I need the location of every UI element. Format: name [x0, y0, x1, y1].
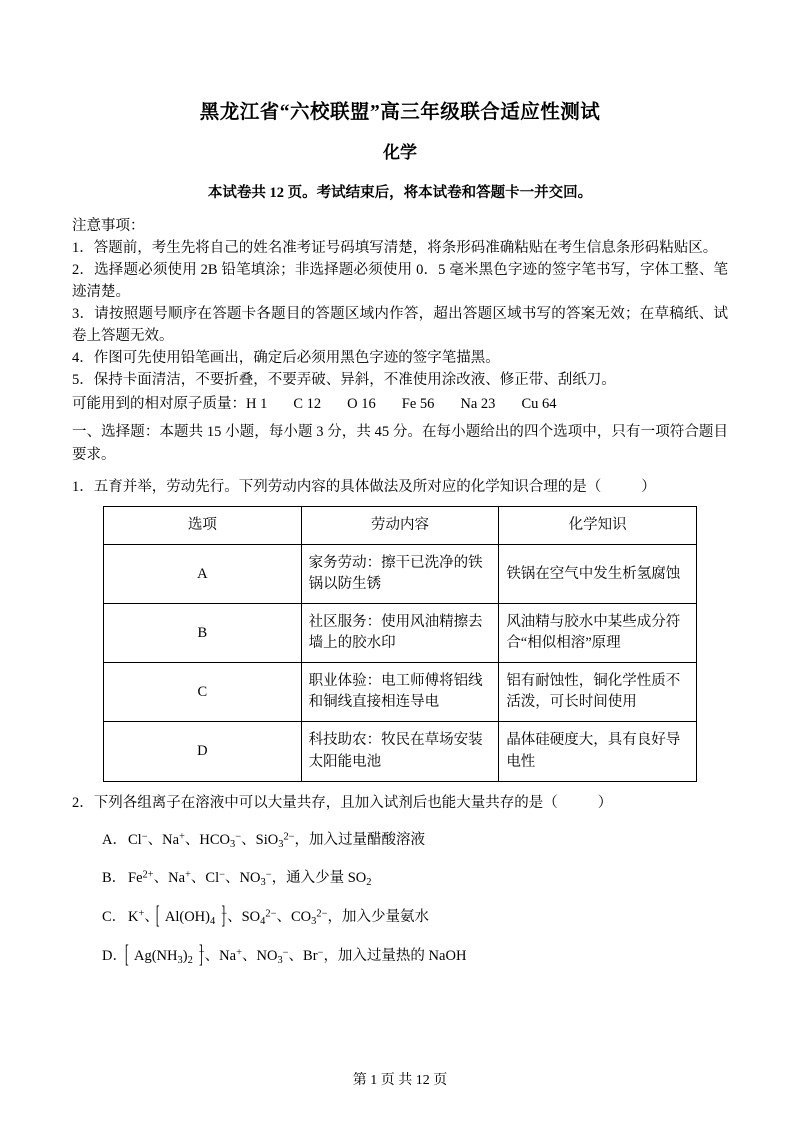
row-b-work: 社区服务：使用风油精擦去墙上的胶水印	[301, 604, 499, 663]
section-one-heading: 一、选择题：本题共 15 小题，每小题 3 分，共 45 分。在每小题给出的四个选项中，只有一项符合题目要求。	[72, 424, 728, 463]
row-a-knowledge: 铁锅在空气中发生析氢腐蚀	[499, 545, 697, 604]
page-title: 黑龙江省“六校联盟”高三年级联合适应性测试	[199, 102, 601, 123]
row-c-work: 职业体验：电工师傅将铝线和铜线直接相连导电	[301, 663, 499, 722]
ram-fe: Fe 56	[401, 396, 435, 413]
notice-item-3: 3．请按照题号顺序在答题卡各题目的答题区域内作答，超出答题区域书写的答案无效；在草稿纸、试卷上答题无效。	[72, 306, 728, 345]
question-1-stem	[72, 476, 728, 499]
question-1-number: 1．	[72, 479, 94, 496]
ram-c: C 12	[293, 396, 322, 413]
row-d-option: D	[104, 722, 302, 781]
notice-item-2: 2．选择题必须使用 2B 铅笔填涂；非选择题必须使用 0．5 毫米黑色字迹的签字笔书写，字体工整、笔迹清楚。	[72, 262, 728, 301]
table-header-option: 选项	[104, 507, 302, 545]
option-a-text: Cl−、Na+、$HCO_3^-$、SiO$_3^{2-}$，加入过量醋酸溶液	[128, 831, 426, 850]
table-row	[104, 663, 697, 722]
exam-note: 本试卷共 12 页。考试结束后，将本试卷和答题卡一并交回。	[207, 185, 593, 201]
question-2-option-a	[72, 829, 728, 854]
table-row	[104, 545, 697, 604]
table-row	[104, 604, 697, 663]
notice-item-1: 1．答题前，考生先将自己的姓名准考证号码填写清楚，将条形码准确粘贴在考生信息条形码粘贴区。	[72, 240, 718, 256]
relative-atomic-mass-label: 可能用到的相对原子质量：	[72, 396, 246, 413]
ram-h: H 1	[246, 396, 268, 413]
notice-item-4: 4．作图可先使用铅笔画出，确定后必须用黑色字迹的签字笔描黑。	[72, 350, 500, 367]
question-2-number: 2．	[72, 794, 94, 811]
option-c-text: K+、 [ $Al(OH)_4$ ]−、$SO_4^{2-}$、$CO_3^{2-}$，加入少量氨水	[128, 909, 429, 925]
option-d-label: D．	[102, 947, 127, 964]
row-c-knowledge: 铝有耐蚀性，铜化学性质不活泼，可长时间使用	[499, 663, 697, 722]
question-2-option-b	[72, 867, 728, 892]
row-d-work: 科技助农：牧民在草场安装太阳能电池	[301, 722, 499, 781]
row-b-knowledge: 风油精与胶水中某些成分符合“相似相溶”原理	[499, 604, 697, 663]
table-row	[104, 722, 697, 781]
table-header-work: 劳动内容	[301, 507, 499, 545]
option-a-label: A．	[102, 831, 127, 848]
row-a-option: A	[104, 545, 302, 604]
notice-item-5: 5．保持卡面清洁，不要折叠，不要弄破、异斜，不准使用涂改液、修正带、刮纸刀。	[72, 372, 616, 389]
option-d-text: [ $Ag(NH_3)_2$ ]+、Na+、$NO_3^-$、Br−，加入过量热的 NaOH	[128, 948, 466, 964]
question-2-text: 下列各组离子在溶液中可以大量共存，且加入试剂后也能大量共存的是（	[93, 794, 558, 811]
page-footer: 第 1 页 共 12 页	[352, 1073, 448, 1088]
option-c-label: C．	[102, 908, 127, 925]
row-d-knowledge: 晶体硅硬度大，具有良好导电性	[499, 722, 697, 781]
option-b-label: B．	[102, 870, 127, 887]
question-2-option-c	[72, 906, 728, 931]
question-1-text: 五育并举，劳动先行。下列劳动内容的具体做法及所对应的化学知识合理的是（	[93, 479, 602, 496]
notice-heading: 注意事项：	[72, 218, 145, 234]
ram-na: Na 23	[460, 396, 496, 413]
row-c-option: C	[104, 663, 302, 722]
question-1-stem-tail: ）	[641, 479, 656, 496]
row-b-option: B	[104, 604, 302, 663]
table-header-knowledge: 化学知识	[499, 507, 697, 545]
subject-title: 化学	[383, 143, 417, 162]
option-b-text: $Fe^{2+}$、Na+、Cl−、$NO_3^-$，通入少量 $SO_2$	[128, 869, 372, 889]
ram-cu: Cu 64	[521, 396, 557, 413]
row-a-work: 家务劳动：擦干已洗净的铁锅以防生锈	[301, 545, 499, 604]
ram-o: O 16	[347, 396, 376, 413]
relative-atomic-mass	[72, 393, 728, 415]
question-1-table	[103, 506, 697, 781]
question-2-stem-tail: ）	[597, 794, 613, 811]
question-2-stem	[72, 792, 728, 815]
question-2-option-d	[72, 945, 728, 970]
table-header-row	[104, 507, 697, 545]
